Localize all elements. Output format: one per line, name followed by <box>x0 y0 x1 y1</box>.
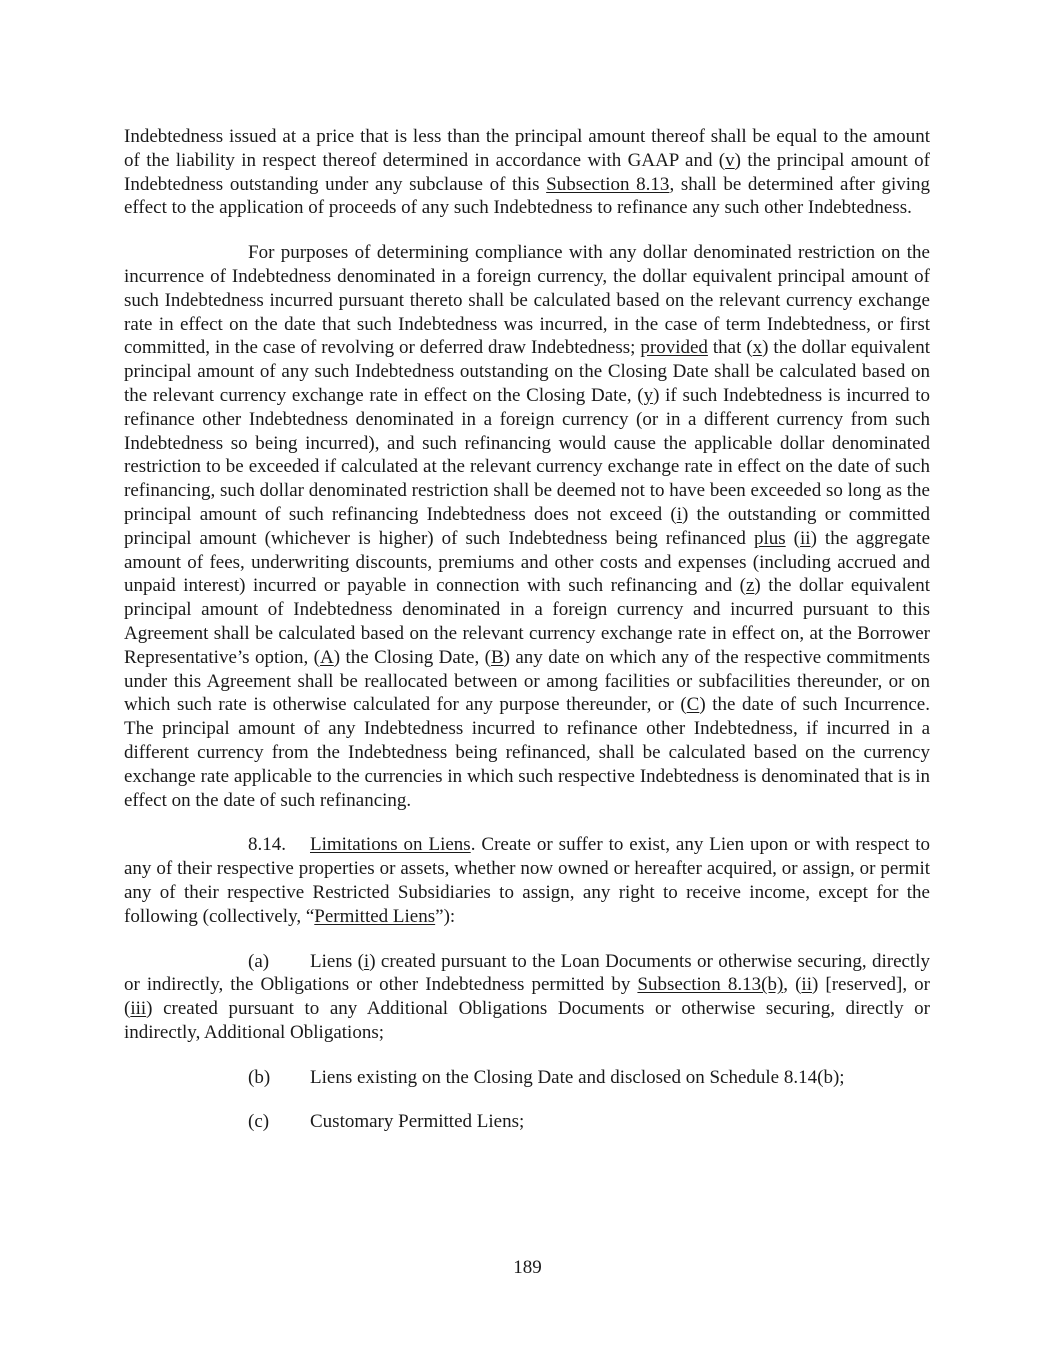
clause-ref: B <box>490 646 504 668</box>
clause-ref: i <box>363 950 370 972</box>
clause-ref: ii <box>801 974 812 996</box>
document-page <box>124 125 930 1134</box>
list-item-b <box>124 1066 930 1090</box>
clause-ref: iii <box>130 998 147 1020</box>
item-label: (a) <box>248 950 270 972</box>
page-number: 189 <box>513 1257 542 1278</box>
section-number: 8.14. <box>248 834 286 856</box>
clause-ref: y <box>643 384 654 406</box>
section-title: Limitations on Liens <box>310 834 471 856</box>
clause-ref: ii <box>800 527 811 549</box>
clause-ref: C <box>686 694 700 716</box>
list-item-c <box>124 1110 930 1134</box>
clause-ref: x <box>752 337 763 359</box>
paragraph-indebtedness-valuation: Indebtedness issued at a price that is less than the principal amount thereof shall be equal to the amount of the liability in respect thereof determined in accordance with GAAP and (v) the principal amount of Indebtedness outstanding under any subclause of this Subsection 8.13, shall be determined after giving effect to the application of proceeds of any such Indebtedness to refinance any such other Indebtedness. <box>124 126 931 219</box>
item-label: (c) <box>248 1111 270 1133</box>
clause-ref: v <box>725 149 735 171</box>
item-text: Customary Permitted Liens; <box>310 1111 525 1133</box>
defined-term: provided <box>640 337 708 359</box>
defined-term: Permitted Liens <box>314 905 436 927</box>
section-8-14-limitations-on-liens: 8.14. Limitations on Liens. Create or suffer to exist, any Lien upon or with respect to any of their respective properties or assets, whether now owned or hereafter acquired, or assign, or permit any of their respective Restricted Subsidiaries to assign, any right to receive income, except for the following (collectively, “Permitted Liens”): <box>124 834 930 927</box>
clause-ref: z <box>745 575 755 597</box>
item-label: (b) <box>248 1066 271 1088</box>
cross-reference: Subsection 8.13(b) <box>637 974 784 996</box>
paragraph-currency-compliance: For purposes of determining compliance with any dollar denominated restriction on the incurrence of Indebtedness denominated in a foreign currency, the dollar equivalent principal amount of such Indebtedness incurred pursuant thereto shall be calculated based on the relevant currency exchange rate in effect on the date that such Indebtedness was incurred, in the case of term Indebtedness, or first committed, in the case of revolving or deferred draw Indebtedness; provided that (x) the dollar equivalent principal amount of any such Indebtedness outstanding on the Closing Date shall be calculated based on the relevant currency exchange rate in effect on the Closing Date, (y) if such Indebtedness is incurred to refinance other Indebtedness denominated in a foreign currency (or in a different currency from such Indebtedness so being incurred), and such refinancing would cause the applicable dollar denominated restriction to be exceeded if calculated at the relevant currency exchange rate in effect on the date of such refinancing, such dollar denominated restriction shall be deemed not to have been exceeded so long as the principal amount of such refinancing Indebtedness does not exceed (i) the outstanding or committed principal amount (whichever is higher) of such Indebtedness being refinanced plus (ii) the aggregate amount of fees, underwriting discounts, premiums and other costs and expenses (including accrued and unpaid interest) incurred or payable in connection with such refinancing and (z) the dollar equivalent principal amount of Indebtedness denominated in a foreign currency and incurred pursuant to this Agreement shall be calculated based on the relevant currency exchange rate in effect on, at the Borrower Representative’s option, (A) the Closing Date, (B) any date on which any of the respective commitments under this Agreement shall be reallocated between or among facilities or subfacilities thereunder, or on which such rate is otherwise calculated for any purpose thereunder, or (C) the date of such Incurrence. The principal amount of any Indebtedness incurred to refinance other Indebtedness, if incurred in a different currency from the Indebtedness being refinanced, shall be calculated based on the currency exchange rate applicable to the currencies in which such respective Indebtedness is denominated that is in effect on the date of such refinancing. <box>124 242 931 811</box>
clause-ref: i <box>676 503 682 525</box>
defined-term: plus <box>753 527 786 549</box>
list-item-a: (a) Liens (i) created pursuant to the Loan Documents or otherwise securing, directly or indirectly, the Obligations or other Indebtedness permitted by Subsection 8.13(b), (ii) [reserved], or (iii) created pursuant to any Additional Obligations Documents or otherwise securing, directly or indirectly, Additional Obligations; <box>124 950 931 1043</box>
cross-reference: Subsection 8.13 <box>546 173 670 195</box>
clause-ref: A <box>320 646 334 668</box>
item-text: Liens existing on the Closing Date and disclosed on Schedule 8.14(b); <box>310 1066 845 1088</box>
